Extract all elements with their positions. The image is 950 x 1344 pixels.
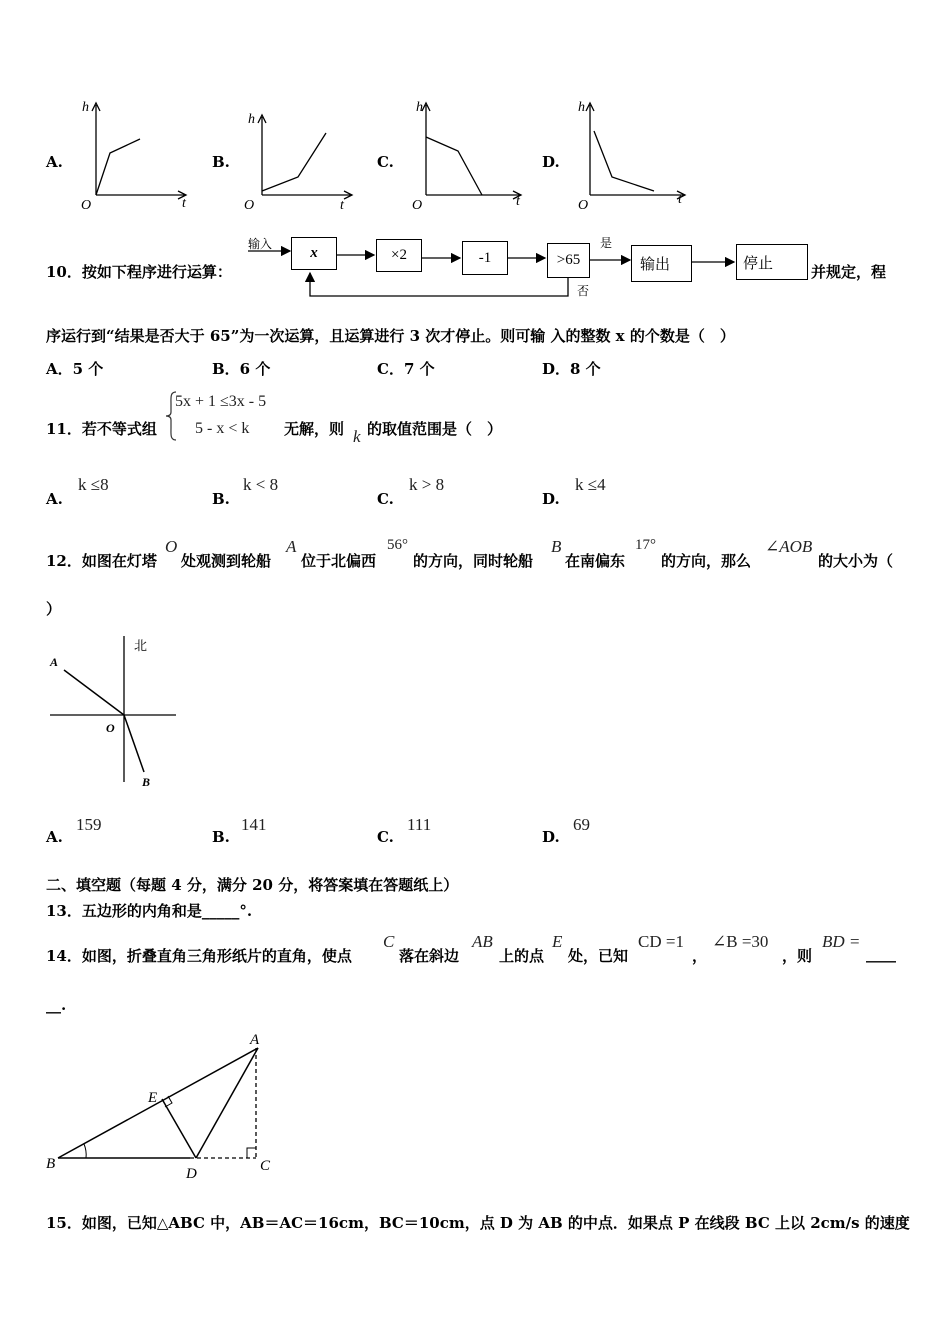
q12-p1: 12．如图在灯塔 <box>46 552 157 570</box>
q14-fig-e: E <box>148 1090 158 1106</box>
q9-c-t: t <box>516 194 520 209</box>
q10-option-c: C．7 个 <box>377 360 435 378</box>
q10-option-b: B．6 个 <box>212 360 271 378</box>
q11-suffix: 的取值范围是（ ） <box>367 420 503 438</box>
q12-fig-o: O <box>106 721 115 735</box>
q12-fig-north: 北 <box>134 638 148 653</box>
q9-option-c-label: C. <box>377 153 394 171</box>
q12-fig-a: A <box>50 655 59 669</box>
q12-option-c-label: C. <box>377 828 394 846</box>
q10-box-multiply: ×2 <box>376 239 422 272</box>
q14-p1: 14．如图，折叠直角三角形纸片的直角，使点 <box>46 947 352 965</box>
q12-p7: 的大小为（ <box>818 552 894 570</box>
q10-box-x: x <box>291 237 337 270</box>
q9-d-t: t <box>678 192 682 207</box>
q14-fig-d: D <box>186 1166 197 1182</box>
q9-a-h: h <box>82 100 89 115</box>
q11-option-a-label: A. <box>46 490 63 508</box>
q12-option-a-value: 159 <box>76 815 102 834</box>
q10-yes-label: 是 <box>600 236 613 250</box>
q9-graph-d <box>570 95 695 215</box>
q14-p2: 落在斜边 <box>399 947 460 965</box>
q12-p5: 在南偏东 <box>565 552 626 570</box>
q10-prefix: 10．按如下程序进行运算： <box>46 263 232 281</box>
q11-option-a-value: k ≤8 <box>78 475 109 494</box>
q11-option-c-value: k > 8 <box>409 475 445 494</box>
q14-ab: AB <box>472 932 493 951</box>
q14-p4: 处，已知 <box>568 947 629 965</box>
q12-option-b-value: 141 <box>241 815 267 834</box>
q10-input-label: 输入 <box>248 237 273 251</box>
q14-cd: CD =1 <box>638 932 684 951</box>
q9-curve-a <box>96 139 140 195</box>
q11-option-b-label: B. <box>212 490 230 508</box>
q12-figure <box>44 632 184 792</box>
q14-bd: BD = <box>822 932 861 951</box>
q11-option-b-value: k < 8 <box>243 475 279 494</box>
q9-option-b-label: B. <box>212 153 230 171</box>
q14-p3: 上的点 <box>499 947 545 965</box>
q12-p6: 的方向，那么 <box>661 552 752 570</box>
q9-a-o: O <box>81 198 92 213</box>
q14-figure <box>40 1024 290 1184</box>
q9-d-o: O <box>578 198 589 213</box>
q9-c-h: h <box>416 100 423 115</box>
q10-option-a: A．5 个 <box>46 360 104 378</box>
q12-option-b-label: B. <box>212 828 230 846</box>
q9-graph-b <box>242 95 362 215</box>
q14-angle-b: ∠B =30 <box>712 932 769 951</box>
q12-p2: 处观测到轮船 <box>181 552 272 570</box>
q9-curve-b <box>262 133 326 191</box>
q12-b: B <box>551 537 562 556</box>
q9-b-o: O <box>244 198 255 213</box>
section-2-heading: 二、填空题（每题 4 分，满分 20 分，将答案填在答题纸上） <box>46 876 459 894</box>
q12-deg56: 56° <box>387 537 408 553</box>
q10-box-compare: >65 <box>547 243 590 278</box>
q11-ineq2: 5 - x < k <box>195 420 250 437</box>
q9-curve-c <box>426 137 482 195</box>
q14-sep: ， <box>692 947 708 965</box>
q11-option-d-value: k ≤4 <box>575 475 606 494</box>
q9-b-t: t <box>340 198 344 213</box>
q12-close: ） <box>46 600 62 618</box>
q14-c: C <box>383 932 395 951</box>
q12-o: O <box>165 537 178 556</box>
q9-b-h: h <box>248 112 255 127</box>
q14-blank: ____ <box>866 945 896 963</box>
q11-option-c-label: C. <box>377 490 394 508</box>
q11-k: k <box>353 427 361 446</box>
q10-line2: 序运行到“结果是否大于 65”为一次运算，且运算进行 3 次才停止。则可输 入的整数 x 的个数是（ ） <box>46 327 735 345</box>
q9-d-h: h <box>578 100 585 115</box>
q14-line2: __. <box>46 996 67 1014</box>
q11-prefix: 11．若不等式组 <box>46 420 157 438</box>
q13: 13．五边形的内角和是_____°. <box>46 902 253 920</box>
q11-mid: 无解，则 <box>284 420 345 438</box>
q9-a-t: t <box>182 196 186 211</box>
q9-option-d-label: D. <box>542 153 560 171</box>
q12-p4: 的方向，同时轮船 <box>413 552 534 570</box>
q9-c-o: O <box>412 198 423 213</box>
q15: 15．如图，已知△ABC 中，AB＝AC＝16cm，BC＝10cm，点 D 为 AB 的中点．如果点 P 在线段 BC 上以 2cm/s 的速度 <box>46 1214 910 1232</box>
q9-graph-a <box>76 95 196 215</box>
q9-option-a-label: A. <box>46 153 63 171</box>
q12-option-d-label: D. <box>542 828 560 846</box>
q12-option-a-label: A. <box>46 828 63 846</box>
q12-p3: 位于北偏西 <box>301 552 377 570</box>
q10-option-d: D．8 个 <box>542 360 601 378</box>
q12-a: A <box>286 537 297 556</box>
q9-curve-d <box>594 131 654 191</box>
q12-angle: ∠AOB <box>765 537 813 556</box>
q12-fig-b: B <box>142 775 151 789</box>
q9-graph-c <box>406 95 531 215</box>
q14-p5: ，则 <box>782 947 813 965</box>
q9-options <box>0 95 950 220</box>
q14-fig-b: B <box>46 1156 56 1172</box>
q10-no-label: 否 <box>577 284 590 298</box>
q12-deg17: 17° <box>635 537 656 553</box>
q12-option-c-value: 111 <box>407 815 432 834</box>
q11-ineq1: 5x + 1 ≤3x - 5 <box>175 393 267 410</box>
q14-e: E <box>552 932 563 951</box>
q10-suffix: 并规定，程 <box>811 263 887 281</box>
q10-box-output: 输出 <box>631 245 692 282</box>
q11-option-d-label: D. <box>542 490 560 508</box>
q10-box-stop: 停止 <box>736 244 808 280</box>
q14-fig-c: C <box>260 1158 271 1174</box>
q12-option-d-value: 69 <box>573 815 590 834</box>
q14-fig-a: A <box>250 1032 260 1048</box>
q10-box-subtract: -1 <box>462 241 508 275</box>
